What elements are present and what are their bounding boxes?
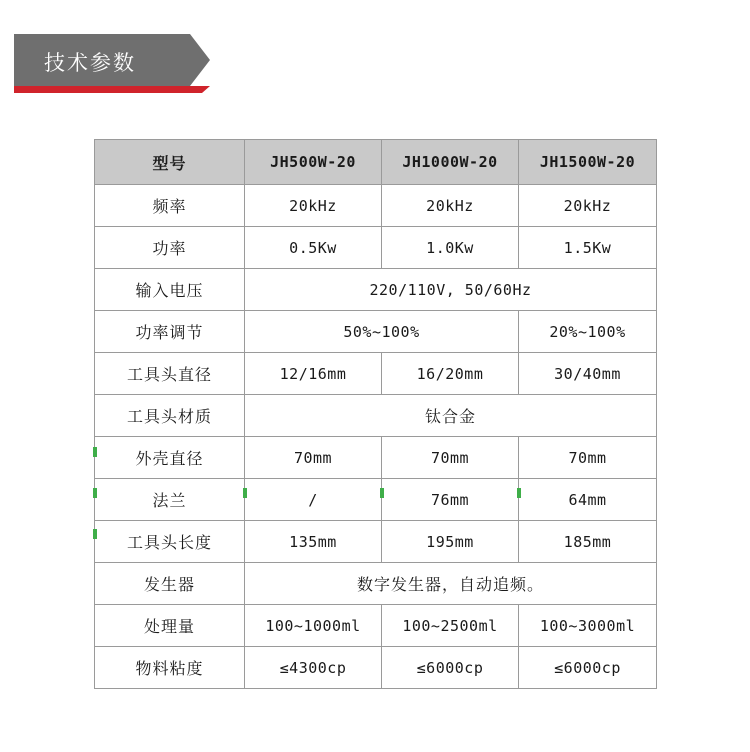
row-value: 1.0Kw bbox=[382, 227, 519, 269]
row-value: 16/20mm bbox=[382, 353, 519, 395]
row-label: 法兰 bbox=[95, 479, 245, 521]
row-label: 频率 bbox=[95, 185, 245, 227]
row-value: 70mm bbox=[519, 437, 657, 479]
header-cell-jh1500: JH1500W-20 bbox=[519, 140, 657, 185]
row-value: 30/40mm bbox=[519, 353, 657, 395]
row-value: ≤6000cp bbox=[382, 647, 519, 689]
header-cell-jh1000: JH1000W-20 bbox=[382, 140, 519, 185]
row-value: 钛合金 bbox=[245, 395, 657, 437]
row-label: 外壳直径 bbox=[95, 437, 245, 479]
row-value: 50%~100% bbox=[245, 311, 519, 353]
table-row bbox=[95, 269, 657, 311]
row-label: 工具头长度 bbox=[95, 521, 245, 563]
header-cell-jh500: JH500W-20 bbox=[245, 140, 382, 185]
table-row bbox=[95, 353, 657, 395]
table-row bbox=[95, 563, 657, 605]
row-label: 工具头直径 bbox=[95, 353, 245, 395]
row-value: 12/16mm bbox=[245, 353, 382, 395]
row-value: 76mm bbox=[382, 479, 519, 521]
row-value: 220/110V, 50/60Hz bbox=[245, 269, 657, 311]
row-value: 100~2500ml bbox=[382, 605, 519, 647]
table-row bbox=[95, 185, 657, 227]
row-label: 处理量 bbox=[95, 605, 245, 647]
table-row bbox=[95, 479, 657, 521]
row-value: 数字发生器，自动追频。 bbox=[245, 563, 657, 605]
row-label: 发生器 bbox=[95, 563, 245, 605]
row-value: 64mm bbox=[519, 479, 657, 521]
table-row bbox=[95, 311, 657, 353]
table-row bbox=[95, 605, 657, 647]
row-label: 功率 bbox=[95, 227, 245, 269]
row-value: 135mm bbox=[245, 521, 382, 563]
row-label: 物料粘度 bbox=[95, 647, 245, 689]
header-cell-model: 型号 bbox=[95, 140, 245, 185]
row-value: 100~1000ml bbox=[245, 605, 382, 647]
section-banner bbox=[14, 34, 210, 86]
section-title: 技术参数 bbox=[44, 51, 136, 75]
table-header-row bbox=[95, 140, 657, 185]
row-value: 20kHz bbox=[382, 185, 519, 227]
row-value: 20kHz bbox=[245, 185, 382, 227]
row-value: 20kHz bbox=[519, 185, 657, 227]
table-row bbox=[95, 437, 657, 479]
table-row bbox=[95, 227, 657, 269]
corner-tick-icon bbox=[93, 529, 97, 539]
row-value: 185mm bbox=[519, 521, 657, 563]
table-row bbox=[95, 395, 657, 437]
row-value: 195mm bbox=[382, 521, 519, 563]
row-value: 70mm bbox=[382, 437, 519, 479]
corner-tick-icon bbox=[243, 488, 247, 498]
corner-tick-icon bbox=[517, 488, 521, 498]
row-label: 输入电压 bbox=[95, 269, 245, 311]
spec-table-wrapper bbox=[94, 139, 656, 689]
table-row bbox=[95, 521, 657, 563]
row-value: 100~3000ml bbox=[519, 605, 657, 647]
row-value: 70mm bbox=[245, 437, 382, 479]
banner-underline bbox=[14, 86, 210, 93]
row-value: 20%~100% bbox=[519, 311, 657, 353]
row-value: ≤6000cp bbox=[519, 647, 657, 689]
corner-tick-icon bbox=[93, 488, 97, 498]
corner-tick-icon bbox=[380, 488, 384, 498]
row-value: 1.5Kw bbox=[519, 227, 657, 269]
row-label: 工具头材质 bbox=[95, 395, 245, 437]
spec-table bbox=[94, 139, 657, 689]
table-row bbox=[95, 647, 657, 689]
row-value: ≤4300cp bbox=[245, 647, 382, 689]
row-value: / bbox=[245, 479, 382, 521]
row-label: 功率调节 bbox=[95, 311, 245, 353]
corner-tick-icon bbox=[93, 447, 97, 457]
row-value: 0.5Kw bbox=[245, 227, 382, 269]
